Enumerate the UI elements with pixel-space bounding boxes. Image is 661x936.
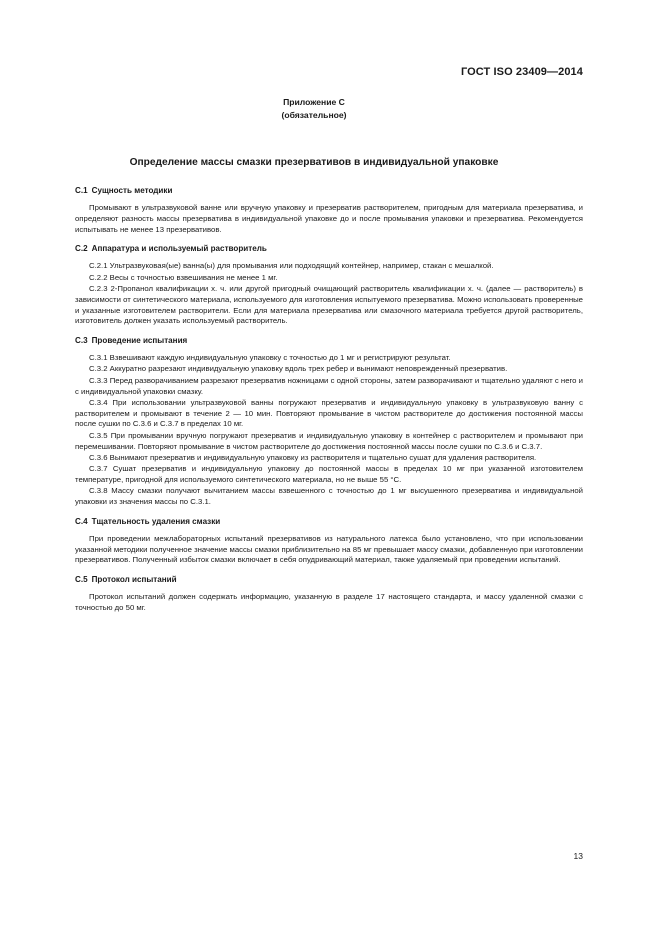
paragraph: При проведении межлабораторных испытаний презервативов из натурального латекса было установлено, что при использовании указанной методики полученное значение массы смазки приблизительно на 85 мг превышает массу смазки, добавленную при изготовлении презервативов. Полученный избыток смазки включает в себя опудривающий материал, также удаляемый при проведении испытаний. xyxy=(75,533,583,565)
section-title: Сущность методики xyxy=(91,186,173,195)
paragraph: С.2.2 Весы с точностью взвешивания не менее 1 мг. xyxy=(89,272,278,282)
section-number: С.3 xyxy=(75,336,88,346)
section xyxy=(75,185,583,235)
paragraph: С.3.7 Сушат презерватив и индивидуальную упаковку до постоянной массы в пределах 10 мг при указанной изготовителем температуре, пригодной для используемого синтетического материала, но не выше 55 °С. xyxy=(75,464,583,484)
annex-status: (обязательное) xyxy=(281,110,347,120)
paragraph: С.3.8 Массу смазки получают вычитанием массы взвешенного с точностью до 1 мг высушенного презерватива и индивидуальной упаковки из значения массы по С.3.1. xyxy=(75,486,583,507)
page-number: 13 xyxy=(573,851,583,861)
section-title: Аппаратура и используемый растворитель xyxy=(91,244,267,254)
section-number: С.5 xyxy=(75,575,88,585)
section-heading xyxy=(75,185,583,196)
section xyxy=(75,516,583,566)
annex-heading: Определение массы смазки презервативов в индивидуальной упаковке xyxy=(129,157,499,168)
document-body xyxy=(75,185,583,622)
document-code: ГОСТ ISO 23409—2014 xyxy=(460,66,583,78)
paragraph: Промывают в ультразвуковой ванне или вручную упаковку и презерватив растворителем, пригодным для материала презерватива, и определяют разность массы презерватива в индивидуальной упаковке до и после промывания упаковки и презерватива. Рекомендуется испытывать не менее 13 презервативов. xyxy=(75,203,583,234)
section-title: Проведение испытания xyxy=(91,336,188,346)
section-heading xyxy=(75,574,583,585)
section-heading xyxy=(75,335,583,346)
section-heading xyxy=(75,243,583,254)
paragraph: Протокол испытаний должен содержать информацию, указанную в разделе 17 настоящего стандарта, и массу удаленной смазки с точностью до 50 мг. xyxy=(75,592,583,613)
paragraph: С.2.1 Ультразвуковая(ые) ванна(ы) для промывания или подходящий контейнер, например, стакан с мешалкой. xyxy=(89,261,494,271)
paragraph: С.3.3 Перед разворачиванием разрезают презерватив ножницами с одной стороны, затем разворачивают и тщательно удаляют с него и с индивидуальной упаковки смазку. xyxy=(75,375,583,396)
annex-label xyxy=(0,96,628,122)
paragraph: С.3.2 Аккуратно разрезают индивидуальную упаковку вдоль трех ребер и вынимают неповрежденный презерватив. xyxy=(89,364,508,374)
paragraph: С.2.3 2-Пропанол квалификации х. ч. или другой пригодный очищающий растворитель квалификации х. ч. (далее — растворитель) в зависимости от синтетического материала, используемого для изготовления испытуемого презерватива. Можно использовать проверенные и указанные изготовителем растворители. Если для материала презерватива или смазочного материала требуется другой растворитель, изготовитель должен указать используемый растворитель. xyxy=(75,283,583,326)
paragraph: С.3.6 Вынимают презерватив и индивидуальную упаковку из растворителя и тщательно сушат для удаления растворителя. xyxy=(89,452,537,462)
section-number: С.2 xyxy=(75,244,88,254)
section xyxy=(75,574,583,614)
paragraph: С.3.1 Взвешивают каждую индивидуальную упаковку с точностью до 1 мг и регистрируют результат. xyxy=(89,353,451,363)
paragraph: С.3.4 При использовании ультразвуковой ванны погружают презерватив и индивидуальную упаковку в ультразвуковую ванну с растворителем и промывают в течение 2 — 10 мин. Повторяют промывание в чистом растворителе до достижения постоянной массы после сушки по С.3.6 и С.3.7 в пределах 10 мг. xyxy=(75,397,583,429)
section-title: Тщательность удаления смазки xyxy=(91,516,221,526)
section-heading xyxy=(75,516,583,527)
section-title: Протокол испытаний xyxy=(91,575,177,585)
paragraph: С.3.5 При промывании вручную погружают презерватив и индивидуальную упаковку в контейнер с растворителем и промывают при перемешивании. Повторяют промывание в чистом растворителе до достижения постоянной массы после сушки по С.3.6 и С.3.7. xyxy=(75,430,583,451)
section xyxy=(75,243,583,327)
annex-title: Приложение С xyxy=(283,97,345,107)
section-number: С.4 xyxy=(75,516,88,526)
section xyxy=(75,335,583,508)
section-number: С.1 xyxy=(75,186,88,195)
